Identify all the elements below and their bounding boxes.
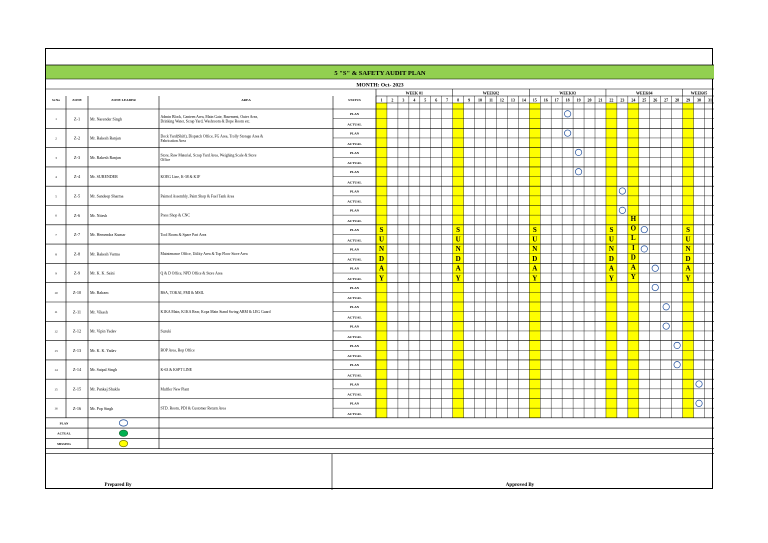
- sunday-letter: U: [378, 235, 385, 244]
- day-number: 13: [510, 97, 515, 103]
- sunday-letter: N: [378, 245, 385, 254]
- row-zone: Z-5: [73, 193, 81, 199]
- row-sno: 14: [54, 368, 58, 373]
- row-zone-leader: Mr. Pop Singh: [90, 405, 114, 411]
- sunday-letter: Y: [608, 274, 614, 283]
- plan-marker: [652, 284, 658, 290]
- status-actual-label: ACTUAL: [347, 238, 362, 243]
- day-number: 21: [598, 97, 603, 103]
- day-number: 26: [653, 97, 658, 103]
- holiday-letter: D: [630, 253, 636, 262]
- plan-marker: [696, 400, 702, 406]
- row-zone-leader: Mr. Satpal Singh: [90, 367, 118, 373]
- sunday-letter: D: [608, 254, 614, 263]
- row-area: Admin Block, Canteen Area, Main Gate, Basement, Outer Area, Drinking Water, Scrap Yard, Washroom & Dope Room etc.: [160, 115, 259, 124]
- status-actual-label: ACTUAL: [347, 161, 362, 166]
- row-zone-leader: Mr. Rakesh Ranjan: [90, 135, 121, 141]
- row-sno: 7: [55, 232, 57, 237]
- row-zone-leader: Mr. Rakesh Varma: [90, 251, 120, 257]
- row-zone: Z-1: [73, 116, 81, 122]
- sunday-letter: A: [455, 264, 461, 273]
- row-zone: Z-12: [72, 328, 82, 334]
- row-zone-leader: Mr. Sandeep Sharma: [90, 193, 124, 199]
- row-zone-leader: Mr. K. K. Saini: [90, 270, 115, 276]
- status-plan-label: PLAN: [349, 363, 360, 368]
- status-plan-label: PLAN: [349, 266, 360, 271]
- plan-marker: [696, 381, 702, 387]
- row-sno: 3: [55, 155, 57, 160]
- holiday-letter: I: [631, 243, 635, 252]
- day-number: 19: [576, 97, 581, 103]
- status-actual-label: ACTUAL: [347, 141, 362, 146]
- sunday-letter: D: [685, 254, 691, 263]
- row-zone: Z-10: [72, 289, 82, 295]
- row-zone: Z-8: [73, 251, 81, 257]
- row-sno: 1: [55, 117, 57, 122]
- legend-label: PLAN: [59, 421, 69, 426]
- holiday-letter: A: [630, 263, 636, 272]
- prepared-by-label: Prepared By: [104, 483, 132, 488]
- status-actual-label: ACTUAL: [347, 276, 362, 281]
- plan-marker: [652, 265, 658, 271]
- legend-marker: [119, 420, 127, 426]
- sunday-letter: A: [685, 264, 691, 273]
- row-zone-leader: Mr. K. K. Yadav: [90, 347, 117, 353]
- plan-marker: [641, 226, 647, 232]
- status-plan-label: PLAN: [349, 131, 360, 136]
- legend-label: MISSING: [57, 441, 71, 446]
- row-area: Painted Assembly, Paint Shop & Fuel Tank Area: [160, 194, 235, 199]
- row-area: K-63 & KSPT LINE: [160, 367, 192, 372]
- day-number: 22: [609, 97, 614, 103]
- row-zone-leader: Mr. Balram: [90, 289, 109, 295]
- status-actual-label: ACTUAL: [347, 315, 362, 320]
- row-zone: Z-15: [72, 386, 82, 392]
- status-actual-label: ACTUAL: [347, 199, 362, 204]
- status-actual-label: ACTUAL: [347, 334, 362, 339]
- sunday-letter: S: [609, 225, 614, 234]
- status-plan-label: PLAN: [349, 112, 360, 117]
- sunday-letter: S: [456, 225, 461, 234]
- day-number: 4: [413, 97, 416, 103]
- row-sno: 10: [54, 290, 58, 295]
- day-number: 5: [424, 97, 427, 103]
- day-number: 6: [435, 97, 438, 103]
- plan-marker: [619, 188, 625, 194]
- week-label: WEEK03: [559, 90, 576, 96]
- day-number: 31: [707, 97, 712, 103]
- row-sno: 5: [55, 194, 57, 199]
- status-plan-label: PLAN: [349, 343, 360, 348]
- audit-plan-grid: [46, 49, 714, 490]
- header-status: STATUS: [348, 98, 361, 102]
- status-plan-label: PLAN: [349, 189, 360, 194]
- plan-marker: [575, 149, 581, 155]
- row-zone: Z-4: [73, 174, 81, 180]
- legend-label: ACTUAL: [57, 431, 71, 436]
- status-actual-label: ACTUAL: [347, 257, 362, 262]
- legend-marker: [119, 440, 127, 446]
- sunday-letter: D: [532, 254, 538, 263]
- sunday-letter: D: [378, 254, 385, 263]
- row-zone-leader: Mr. Narender Singh: [90, 116, 122, 122]
- row-zone-leader: Mr. Hemendra Kumar: [90, 232, 126, 238]
- row-sno: 9: [55, 271, 57, 276]
- status-actual-label: ACTUAL: [347, 373, 362, 378]
- row-sno: 2: [55, 136, 57, 141]
- status-plan-label: PLAN: [349, 324, 360, 329]
- week-label: WEEK 01: [405, 90, 424, 96]
- day-number: 16: [543, 97, 548, 103]
- status-plan-label: PLAN: [349, 208, 360, 213]
- row-sno: 16: [54, 406, 58, 411]
- sunday-letter: A: [608, 264, 614, 273]
- header-sno: Sr.No: [51, 98, 61, 102]
- status-plan-label: PLAN: [349, 150, 360, 155]
- row-sno: 8: [55, 252, 57, 257]
- audit-plan-sheet: [45, 48, 713, 489]
- row-zone-leader: Mr. SURENDER: [90, 174, 118, 180]
- status-plan-label: PLAN: [349, 247, 360, 252]
- day-number: 23: [620, 97, 625, 103]
- status-actual-label: ACTUAL: [347, 354, 362, 359]
- status-plan-label: PLAN: [349, 285, 360, 290]
- page-title: 5 "S" & SAFETY AUDIT PLAN: [334, 70, 426, 77]
- header-area: AREA: [241, 98, 251, 102]
- row-sno: 4: [55, 175, 57, 180]
- row-sno: 15: [54, 387, 58, 392]
- day-number: 2: [391, 97, 394, 103]
- sunday-letter: Y: [685, 274, 691, 283]
- day-number: 27: [664, 97, 669, 103]
- status-actual-label: ACTUAL: [347, 296, 362, 301]
- sunday-letter: Y: [532, 274, 538, 283]
- status-plan-label: PLAN: [349, 305, 360, 310]
- row-area: BOP Area, Bop Office: [160, 348, 195, 353]
- day-number: 14: [521, 97, 526, 103]
- status-actual-label: ACTUAL: [347, 218, 362, 223]
- status-plan-label: PLAN: [349, 170, 360, 175]
- row-zone-leader: Mr. Pankaj Shukla: [90, 386, 120, 392]
- plan-marker: [619, 207, 625, 213]
- sunday-letter: N: [608, 245, 614, 254]
- legend-marker: [119, 430, 127, 436]
- status-actual-label: ACTUAL: [347, 122, 362, 127]
- status-plan-label: PLAN: [349, 401, 360, 406]
- approved-by-label: Approved By: [505, 483, 535, 488]
- day-number: 15: [532, 97, 537, 103]
- holiday-letter: Y: [630, 273, 636, 281]
- row-area: BSA, TOKAI, FMI & MSIL: [160, 290, 205, 295]
- holiday-letter: L: [630, 234, 636, 243]
- sunday-letter: N: [685, 245, 691, 254]
- row-zone: Z-3: [73, 154, 81, 160]
- day-number: 3: [402, 97, 405, 103]
- row-zone: Z-16: [72, 405, 82, 411]
- row-sno: 13: [54, 348, 58, 353]
- plan-marker: [663, 323, 669, 329]
- plan-marker: [575, 169, 581, 175]
- day-number: 29: [686, 97, 691, 103]
- status-actual-label: ACTUAL: [347, 411, 362, 416]
- row-zone: Z-13: [72, 347, 82, 353]
- plan-marker: [564, 130, 570, 136]
- sunday-letter: N: [532, 245, 538, 254]
- row-sno: 12: [54, 329, 58, 334]
- row-area: Maintenance Office, Utility Area & Top Floor Store Area: [160, 252, 248, 257]
- day-number: 25: [642, 97, 647, 103]
- plan-marker: [641, 246, 647, 252]
- week-label: WEEK02: [482, 90, 500, 96]
- day-number: 12: [499, 97, 504, 103]
- row-zone: Z-7: [73, 232, 81, 238]
- sunday-letter: S: [686, 225, 691, 234]
- row-area: KOEG Line, K-38 & K1F: [160, 174, 201, 179]
- row-zone: Z-9: [73, 270, 81, 276]
- status-plan-label: PLAN: [349, 228, 360, 232]
- row-area: Press Shop & CNC: [160, 213, 190, 218]
- week-label: WEEK05: [690, 90, 708, 96]
- row-sno: 6: [55, 213, 57, 218]
- day-number: 18: [565, 97, 570, 103]
- header-zone-leader: ZONE LEADER: [111, 98, 136, 102]
- row-zone: Z-6: [73, 212, 81, 218]
- status-plan-label: PLAN: [349, 382, 360, 387]
- plan-marker: [564, 111, 570, 117]
- day-number: 10: [478, 97, 483, 103]
- day-number: 20: [587, 97, 592, 103]
- row-area: Suzuki: [160, 329, 172, 334]
- status-actual-label: ACTUAL: [347, 392, 362, 397]
- day-number: 8: [457, 97, 460, 103]
- row-sno: 11: [54, 310, 58, 315]
- week-label: WEEK04: [636, 90, 653, 96]
- row-area: STD. Room, PDI & Customer Return Area: [160, 406, 226, 411]
- day-number: 1: [380, 97, 383, 103]
- sunday-letter: U: [532, 235, 538, 244]
- sunday-letter: U: [685, 235, 691, 244]
- row-area: Q & D Office, NPD Office & Store Area: [160, 271, 223, 276]
- sunday-letter: N: [455, 245, 461, 254]
- sunday-letter: Y: [378, 274, 385, 283]
- row-zone-leader: Mr. Vikash: [90, 309, 108, 315]
- sunday-letter: U: [455, 235, 461, 244]
- row-zone-leader: Mr. Vipin Yadav: [90, 328, 117, 334]
- sunday-letter: D: [455, 254, 461, 263]
- day-number: 24: [631, 97, 636, 103]
- row-area: Dock Yard(Shift), Dispatch Office, FG Area, Trolly Storage Area & Fabrication Area: [160, 134, 264, 143]
- row-area: Muffler New Plant: [160, 387, 190, 392]
- holiday-letter: H: [630, 214, 637, 223]
- sunday-letter: A: [378, 264, 385, 273]
- row-zone: Z-11: [72, 309, 82, 315]
- row-area: Store, Raw Material, Scrap Yard Area, Weighing Scale & Store Office: [160, 153, 257, 163]
- row-area: K1KA Main, K1KA Rear, Kopa Main Stand Swing ARM & LEG Guard: [160, 310, 271, 315]
- plan-marker: [663, 304, 669, 310]
- day-number: 11: [489, 97, 493, 103]
- plan-marker: [674, 342, 680, 348]
- day-number: 17: [554, 97, 559, 103]
- plan-marker: [674, 362, 680, 368]
- day-number: 28: [675, 97, 680, 103]
- row-zone-leader: Mr. Nitesh: [90, 212, 108, 218]
- row-zone-leader: Mr. Rakesh Ranjan: [90, 154, 121, 160]
- row-area: Tool Room & Spare Part Area: [160, 232, 207, 237]
- row-zone: Z-2: [73, 135, 81, 141]
- status-actual-label: ACTUAL: [347, 180, 362, 185]
- day-number: 30: [697, 97, 702, 103]
- month-label: MONTH: Oct- 2023: [356, 82, 404, 89]
- day-number: 9: [468, 97, 471, 103]
- row-zone: Z-14: [72, 367, 82, 373]
- sunday-letter: A: [532, 264, 538, 273]
- sunday-letter: S: [379, 225, 384, 234]
- sunday-letter: S: [532, 225, 537, 234]
- sunday-letter: Y: [455, 274, 461, 283]
- day-number: 7: [446, 97, 449, 103]
- sunday-letter: U: [608, 235, 614, 244]
- header-zone: ZONE: [72, 98, 82, 102]
- holiday-letter: O: [630, 224, 637, 233]
